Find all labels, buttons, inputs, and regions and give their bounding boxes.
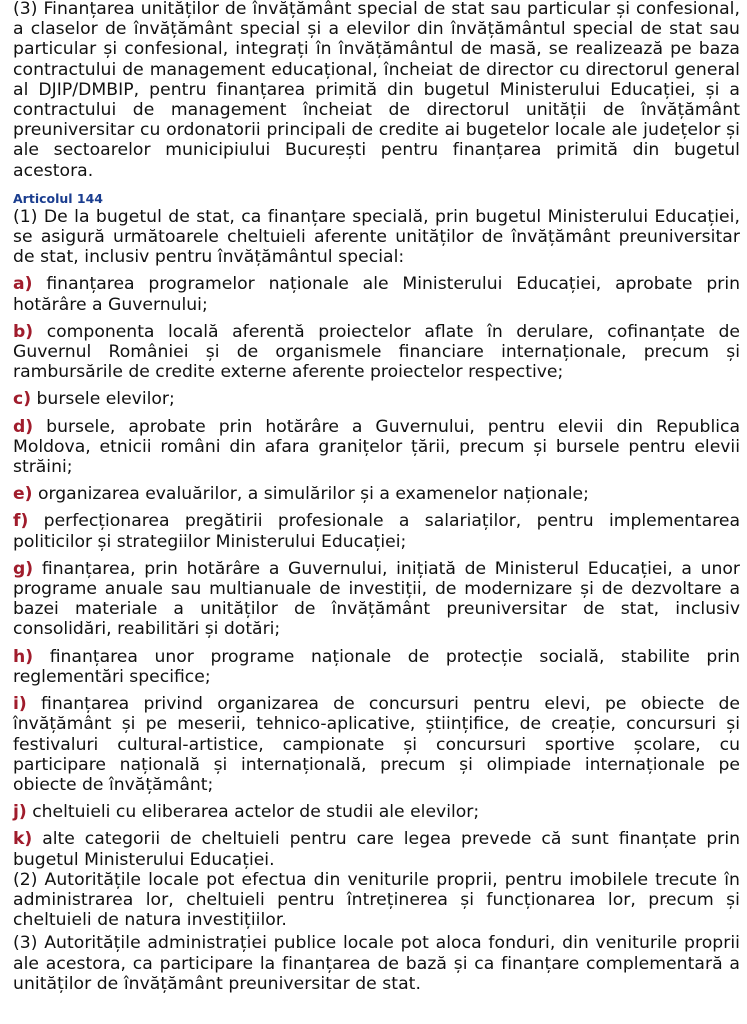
list-letter: d) xyxy=(13,416,34,437)
list-item-i xyxy=(13,694,740,795)
list-item-d xyxy=(13,417,740,478)
list-item-text: finanțarea unor programe naționale de protecție socială, stabilite prin reglementări specifice; xyxy=(13,646,741,687)
list-item-k xyxy=(13,829,740,869)
paragraph-2: (2) Autoritățile locale pot efectua din veniturile proprii, pentru imobilele trecute în administrarea lor, cheltuieli pentru întreținerea și funcționarea lor, precum și cheltuieli de natura investițiilor. xyxy=(13,869,740,931)
paragraph-3-previous-article: (3) Finanțarea unităților de învățământ special de stat sau particular și confesional, a claselor de învățământ special și a elevilor din învățământul special de stat sau particular și confesional, integrați în învățământul de masă, se realizează pe baza contractului de management educațional, încheiat de director cu directorul general al DJIP/DMBIP, pentru finanțarea primită din bugetul Ministerului Educației, și a contractului de management încheiat de directorul unității de învățământ preuniversitar cu ordonatorii principali de credite ai bugetelor locale ale județelor și ale sectoarelor municipiului București pentru finanțarea primită din bugetul acestora. xyxy=(13,0,740,181)
list-item-text: componenta locală aferentă proiectelor aflate în derulare, cofinanțate de Guvernul României și de organismele financiare internaționale, precum și rambursările de credite externe aferente proiectelor respective; xyxy=(13,321,740,383)
list-item-text: finanțarea privind organizarea de concursuri pentru elevi, pe obiecte de învățământ și pe meserii, tehnico-aplicative, științifice, de creație, concursuri și festivaluri cultural-artistice, campionate și concursuri sportive școlare, cu participare națională și internațională, precum și olimpiade internaționale pe obiecte de învățământ; xyxy=(13,694,741,795)
list-item-e xyxy=(13,484,740,504)
article-title[interactable]: Articolul 144 xyxy=(13,190,104,206)
list-letter: i) xyxy=(13,694,27,715)
paragraph-3: (3) Autoritățile administrației publice locale pot aloca fonduri, din veniturile proprii ale acestora, ca participare la finanțarea de bază și ca finanțare complementară a unităților de învățământ preuniversitar de stat. xyxy=(13,933,740,994)
paragraph-1: (1) De la bugetul de stat, ca finanțare specială, prin bugetul Ministerului Educației, se asigură următoarele cheltuieli aferente unităților de învățământ preuniversitar de stat, inclusiv pentru învățământul special: xyxy=(13,206,740,268)
list-letter: e) xyxy=(13,484,33,505)
list-item-text: perfecționarea pregătirii profesionale a salariaților, pentru implementarea politicilor și strategiilor Ministerului Educației; xyxy=(13,511,740,552)
list-letter: c) xyxy=(13,389,32,410)
list-item-j xyxy=(13,802,740,822)
list-item-f xyxy=(13,511,740,551)
list-item-b xyxy=(13,322,740,383)
list-item-g xyxy=(13,559,740,640)
list-item-text: cheltuieli cu eliberarea actelor de studii ale elevilor; xyxy=(32,802,480,823)
list-item-h xyxy=(13,647,740,687)
list-letter: a) xyxy=(13,274,33,295)
list-letter: b) xyxy=(13,321,34,342)
list-letter: k) xyxy=(13,829,33,850)
list-item-c xyxy=(13,389,740,409)
list-item-text: alte categorii de cheltuieli pentru care legea prevede că sunt finanțate prin bugetul Ministerului Educației. xyxy=(13,829,740,870)
list-letter: g) xyxy=(13,558,34,579)
list-item-text: bursele elevilor; xyxy=(36,389,175,410)
list-item-text: finanțarea, prin hotărâre a Guvernului, inițiată de Ministerul Educației, a unor programe anuale sau multianuale de investiții, de modernizare și de dezvoltare a bazei materiale a unităților de învățământ preuniversitar de stat, inclusiv consolidări, reabilitări și dotări; xyxy=(13,558,741,640)
list-letter: j) xyxy=(13,802,27,823)
list-letter: f) xyxy=(13,511,29,532)
list-item-text: bursele, aprobate prin hotărâre a Guvernului, pentru elevii din Republica Moldova, etnicii români din afara granițelor țării, precum și bursele pentru elevii străini; xyxy=(13,416,740,478)
list-item-text: finanțarea programelor naționale ale Ministerului Educației, aprobate prin hotărâre a Guvernului; xyxy=(13,274,740,315)
list-item-text: organizarea evaluărilor, a simulărilor și a examenelor naționale; xyxy=(37,484,589,505)
list-item-a xyxy=(13,274,740,314)
list-letter: h) xyxy=(13,646,34,667)
